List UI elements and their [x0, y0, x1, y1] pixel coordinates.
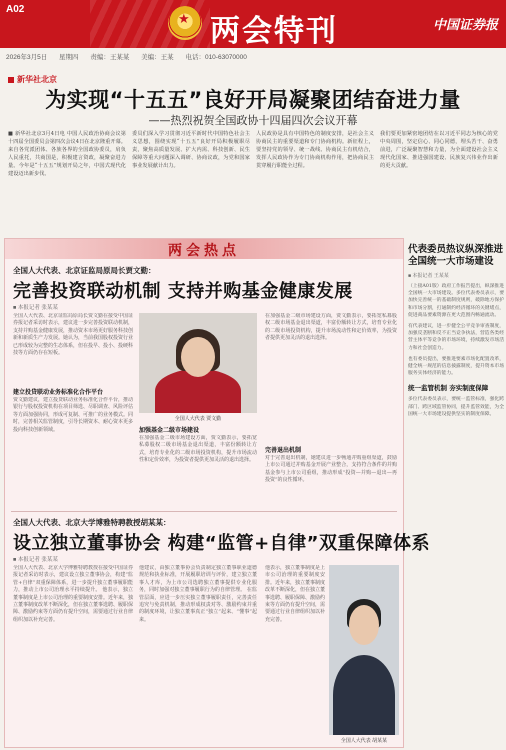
- article2-portrait: [329, 565, 399, 735]
- page-header: [0, 0, 506, 48]
- article2-column-3: [265, 565, 325, 743]
- newspaper-logo: 中国证券报: [432, 18, 498, 33]
- dateline-date: 2026年3月5日: [6, 54, 48, 61]
- top-article-column-4: [380, 130, 498, 235]
- top-article-paragraph: 人民政协是具有中国特色的制度安排，是社会主义协商民主的重要渠道和专门协商机构。新征程上，要坚持党的领导、统一战线、协商民主有机结合，发挥人民政协作为专门协商机构作用，把协商民主贯穿履行职能全过程。: [256, 131, 374, 169]
- article2-headline: 设立独立董事协会 构建“监管+自律”双重保障体系: [13, 533, 431, 554]
- article2-paragraph: 他表示，独立董事制度是上市公司治理的重要制度安排。近年来，独立董事制度改革不断深化，但在独立董事选聘、履职保障、激励约束等方面仍有提升空间，需要通过行业自律组织加以补充完善。: [265, 565, 325, 623]
- top-article-kicker: 新华社北京: [8, 74, 57, 85]
- top-article-headline: 为实现“十五五”良好开局凝聚团结奋进力量: [45, 88, 461, 112]
- right-article-subhead: 统一监管机制 夯实制度保障: [408, 384, 489, 393]
- page-number: A02: [6, 4, 25, 15]
- article1-photo-caption: 全国人大代表 贾文勤: [174, 416, 222, 422]
- article1-paragraph: 贾文勤建议，建立投贷联动业务标准化合作平台，推动银行与股权投资机构在项目筛选、尽职调查、风险评估等方面加强协同，形成可复制、可推广的业务模式。同时，完善相关监管制度，引导长期资本、耐心资本更多投向科技创新领域。: [13, 397, 133, 433]
- article2-kicker: 全国人大代表、北京大学博雅特聘教授胡某某：: [13, 518, 171, 527]
- dateline: [6, 52, 257, 66]
- right-article-paragraph: 多位代表委员表示，要统一监管标准，强化跨部门、跨区域监管协同，提升监管效能，为全国统一大市场建设提供坚实的制度保障。: [408, 397, 504, 417]
- article-divider: [11, 511, 397, 512]
- top-article-paragraph: 委员们深入学习贯彻习近平新时代中国特色社会主义思想，围绕实现“十五五”良好开局积极履职尽责，聚焦高质量发展、扩大内需、科技创新、民生保障等重大问题深入调研、协商议政，为党和国家事业发展献计出力。: [132, 131, 250, 169]
- article1-subhead-2: 加强基金二级市场建设: [139, 427, 200, 434]
- top-article-subheadline: ——热烈祝贺全国政协十四届四次会议开幕: [148, 114, 358, 127]
- dateline-phone: 电话：010-63070000: [185, 54, 247, 61]
- dateline-editor: 责编：王某某: [90, 54, 130, 61]
- right-article-headline: 代表委员热议纵深推进全国统一大市场建设: [408, 244, 504, 267]
- right-article-paragraph: （上接A01版）政府工作报告提出，纵深推进全国统一大市场建设。多位代表委员表示，要加快完善统一的基础制度规则，破除地方保护和市场分割，打通制约经济循环的关键堵点，促进商品要素资源在更大范围内畅通流动。: [408, 284, 504, 318]
- article1-paragraph: 全国人大代表、北京证监局原局长贾文勤在接受中国证券报记者采访时表示，建议进一步完善投资联动机制，支持并购基金健康发展，推动资本市场更好服务科技创新和新质生产力发展。她认为，当前我国股权投资行业已形成较为完整的生态体系，但在投早、投小、投硬科技等方面仍存在短板。: [13, 313, 133, 357]
- article1-portrait: [139, 313, 257, 413]
- right-article-paragraph: 也有委员提出，要推进要素市场化配置改革，健全统一规范的信息披露制度，提升资本市场服务实体经济的能力。: [408, 356, 504, 377]
- portrait-face: [181, 337, 215, 377]
- dateline-weekday: 星期四: [59, 54, 79, 61]
- cppcc-emblem-icon: [168, 6, 202, 40]
- article2-paragraph: 全国人大代表、北京大学博雅特聘教授在接受中国证券报记者采访时表示，建议设立独立董事协会，构建“监管+自律”双重保障体系，进一步提升独立董事履职能力，推动上市公司治理水平持续提升。: [13, 565, 133, 594]
- article1-paragraph: 在加强基金二级市场建设方面，贾文勤表示，要拓宽私募股权二级市场基金退出渠道，丰富份额转让方式，培育专业化的二级市场投资机构，提升市场流动性和定价效率，为投资者提供更加灵活的退出选择。: [265, 313, 397, 342]
- article2-paragraph: 在监管层面，应进一步压实独立董事履职责任，完善责任追究与免责机制，推动形成权责对等、激励约束并重的制度环境，让独立董事真正“独立”起来、“懂事”起来。: [139, 587, 257, 623]
- portrait-clothing: [333, 655, 395, 735]
- portrait-face: [349, 605, 379, 645]
- hot-topics-title: 两会热点: [168, 243, 240, 259]
- article1-column-3b: [265, 455, 397, 507]
- top-article-paragraph: 我们要更加紧密地团结在以习近平同志为核心的党中央周围，坚定信心、同心同德，埋头苦干、奋勇前进，广泛凝聚智慧和力量，为全面建设社会主义现代化国家、推进强国建设、民族复兴伟业作出新的更大贡献。: [380, 131, 498, 169]
- article1-headline: 完善投资联动机制 支持并购基金健康发展: [13, 281, 353, 302]
- article1-column-3: [265, 313, 397, 441]
- article1-column-2: [139, 435, 257, 507]
- article1-column-1: [13, 313, 133, 383]
- article1-subhead-3: 完善退出机制: [265, 447, 302, 454]
- top-article-column-3: [256, 130, 374, 235]
- article1-subhead-1: 建立投贷联动业务标准化合作平台: [13, 389, 104, 396]
- article1-byline: ■ 本报记者 张某某: [13, 305, 58, 311]
- top-article-column-1: [8, 130, 126, 235]
- article2-photo-caption: 全国人大代表 胡某某: [340, 738, 388, 744]
- article1-paragraph: 在加强基金二级市场建设方面，贾文勤表示，要拓宽私募股权二级市场基金退出渠道，丰富份额转让方式，培育专业化的二级市场投资机构，提升市场流动性和定价效率，为投资者提供更加灵活的退出选择。: [139, 435, 257, 464]
- top-article-byline: ■ 新华社北京3月4日电: [8, 131, 66, 137]
- article2-paragraph: 他表示，独立董事制度是上市公司治理的重要制度安排。近年来，独立董事制度改革不断深化，但在独立董事选聘、履职保障、激励约束等方面仍有提升空间，需要通过行业自律组织加以补充完善。: [13, 587, 133, 623]
- article1-kicker: 全国人大代表、北京证监局原局长贾文勤：: [13, 266, 156, 275]
- right-article-paragraph: 有代表建议，进一步健全公平竞争审查制度，加强反垄断和反不正当竞争执法，营造各类经营主体平等竞争的市场环境，持续激发市场活力和社会创造力。: [408, 324, 504, 351]
- article2-paragraph: 他建议，由独立董事协会负责制定独立董事职业道德规范和执业标准，开展履职培训与评价，建立独立董事人才库，为上市公司选聘独立董事提供专业化服务，同时加强对独立董事履职行为的自律管理。: [139, 565, 257, 594]
- section-title: 两会特刊: [210, 14, 338, 48]
- article2-column-1: [13, 565, 133, 743]
- article2-byline: ■ 本报记者 张某某: [13, 557, 58, 563]
- article1-paragraph: 对于完善退出机制，她建议进一步畅通并购重组渠道，鼓励上市公司通过并购基金开展产业整合，支持符合条件的并购基金参与上市公司重组，推动形成“投资—并购—退出—再投资”的良性循环。: [265, 455, 397, 484]
- top-article-paragraph: 中国人民政治协商会议第十四届全国委员会第四次会议4日在北京隆重开幕。来自各党派团体、各族各界的全国政协委员，肩负人民重托，共商国是，积极建言资政，凝聚奋进力量。今年是“十五五”规划开局之年，中国式现代化建设迈出新步伐。: [8, 131, 126, 177]
- right-article-byline: ■ 本报记者 王某某: [408, 273, 449, 279]
- dateline-designer: 美编：王某: [141, 54, 174, 61]
- right-column-article: [408, 242, 504, 418]
- article2-column-2: [139, 565, 257, 743]
- article1-column-1b: [13, 397, 133, 507]
- top-article-column-2: [132, 130, 250, 235]
